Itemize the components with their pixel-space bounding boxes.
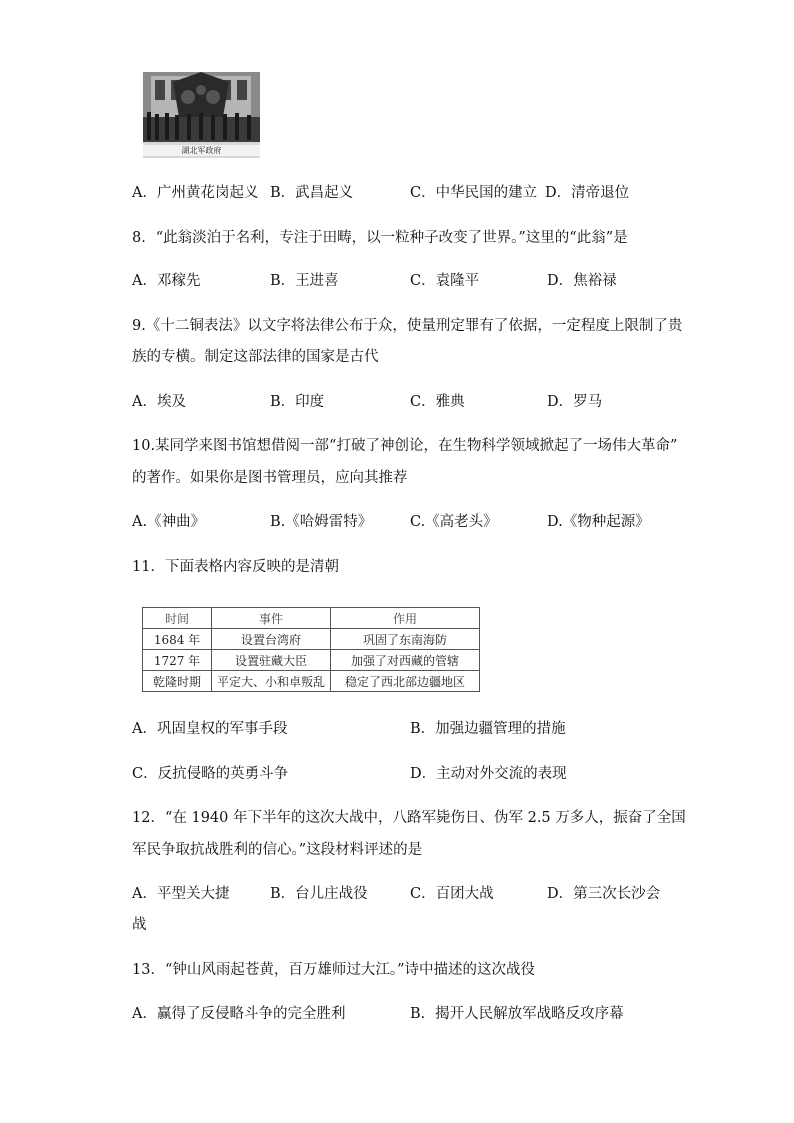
q12-option-c[interactable]: C．百团大战 — [410, 886, 494, 902]
q12-stem-line1: 12．“在 1940 年下半年的这次大战中，八路军毙伤日、伪军 2.5 万多人，振奋了全国 — [132, 810, 686, 826]
q7-option-c[interactable]: C．中华民国的建立 — [410, 185, 538, 201]
table-cell: 巩固了东南海防 — [331, 629, 480, 650]
q10-option-a[interactable]: A.《神曲》 — [132, 514, 206, 530]
q10-stem-line2: 的著作。如果你是图书管理员，应向其推荐 — [132, 470, 408, 486]
q8-stem: 8．“此翁淡泊于名利，专注于田畴，以一粒种子改变了世界。”这里的“此翁”是 — [132, 230, 628, 246]
table-cell: 设置台湾府 — [212, 629, 331, 650]
q11-stem: 11．下面表格内容反映的是清朝 — [132, 559, 339, 575]
q8-option-c[interactable]: C．袁隆平 — [410, 273, 480, 289]
q11-option-a[interactable]: A．巩固皇权的军事手段 — [132, 721, 288, 737]
table-cell: 平定大、小和卓叛乱 — [212, 671, 331, 692]
qing-dynasty-table — [142, 607, 480, 692]
q13-stem: 13．“钟山风雨起苍黄，百万雄师过大江。”诗中描述的这次战役 — [132, 962, 536, 978]
table-row — [143, 629, 480, 650]
table-cell: 设置驻藏大臣 — [212, 650, 331, 671]
q7-option-a[interactable]: A．广州黄花岗起义 — [132, 185, 259, 201]
q8-option-d[interactable]: D．焦裕禄 — [547, 273, 617, 289]
q9-option-b[interactable]: B．印度 — [270, 394, 325, 410]
q8-option-a[interactable]: A．邓稼先 — [132, 273, 201, 289]
q9-option-c[interactable]: C．雅典 — [410, 394, 465, 410]
q11-option-d[interactable]: D．主动对外交流的表现 — [410, 766, 567, 782]
table-row — [143, 650, 480, 671]
q9-stem-line1: 9.《十二铜表法》以文字将法律公布于众，使量刑定罪有了依据，一定程度上限制了贵 — [132, 318, 683, 334]
q10-option-b[interactable]: B.《哈姆雷特》 — [270, 514, 373, 530]
q10-option-c[interactable]: C.《高老头》 — [410, 514, 498, 530]
q8-option-b[interactable]: B．王进喜 — [270, 273, 339, 289]
q13-option-b[interactable]: B．揭开人民解放军战略反攻序幕 — [410, 1006, 624, 1022]
q7-option-d[interactable]: D．清帝退位 — [545, 185, 630, 201]
q9-option-d[interactable]: D．罗马 — [547, 394, 603, 410]
table-cell: 1684 年 — [143, 629, 212, 650]
q12-option-d[interactable]: D．第三次长沙会 — [547, 886, 661, 902]
q12-option-d-wrap: 战 — [132, 917, 147, 933]
table-row — [143, 671, 480, 692]
q11-option-b[interactable]: B．加强边疆管理的措施 — [410, 721, 566, 737]
q9-option-a[interactable]: A．埃及 — [132, 394, 186, 410]
table-cell: 乾隆时期 — [143, 671, 212, 692]
table-cell: 1727 年 — [143, 650, 212, 671]
q7-option-b[interactable]: B．武昌起义 — [270, 185, 354, 201]
q10-stem-line1: 10.某同学来图书馆想借阅一部“打破了神创论，在生物科学领域掀起了一场伟大革命” — [132, 438, 678, 454]
q9-stem-line2: 族的专横。制定这部法律的国家是古代 — [132, 349, 379, 365]
q12-option-b[interactable]: B．台儿庄战役 — [270, 886, 368, 902]
q11-option-c[interactable]: C．反抗侵略的英勇斗争 — [132, 766, 289, 782]
table-header: 时间 — [143, 608, 212, 629]
table-cell: 稳定了西北部边疆地区 — [331, 671, 480, 692]
table-cell: 加强了对西藏的管辖 — [331, 650, 480, 671]
q10-option-d[interactable]: D.《物种起源》 — [547, 514, 650, 530]
table-header: 作用 — [331, 608, 480, 629]
photo-caption: 湖北军政府 — [143, 145, 260, 156]
q13-option-a[interactable]: A．赢得了反侵略斗争的完全胜利 — [132, 1006, 346, 1022]
table-header: 事件 — [212, 608, 331, 629]
q12-option-a[interactable]: A．平型关大捷 — [132, 886, 230, 902]
table-header-row — [143, 608, 480, 629]
q12-stem-line2: 军民争取抗战胜利的信心。”这段材料评述的是 — [132, 842, 423, 858]
